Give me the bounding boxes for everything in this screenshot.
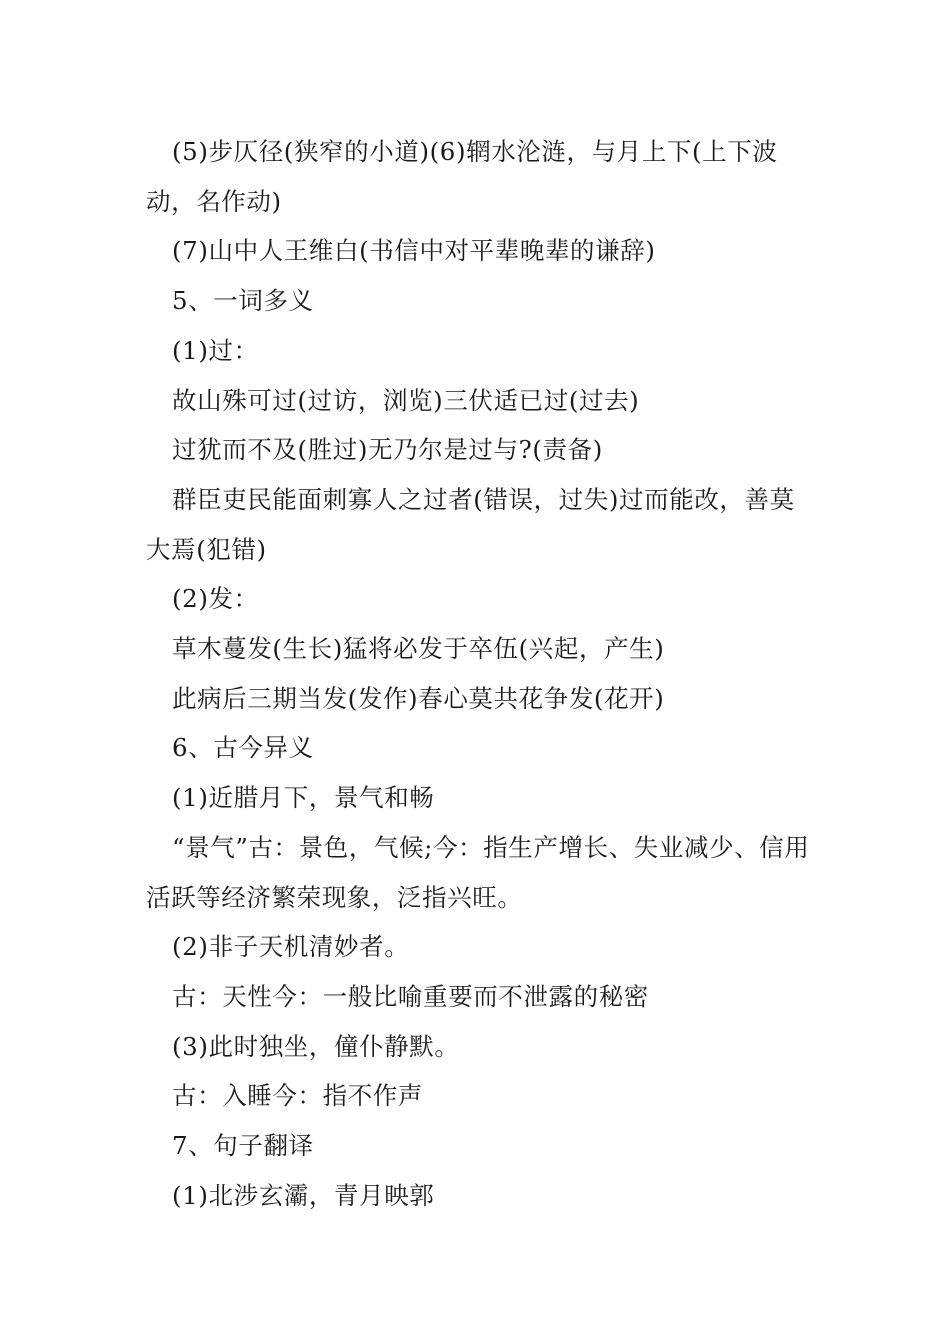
document-body bbox=[146, 127, 811, 1220]
paragraph-jingmo-explanation: 古：入睡今：指不作声 bbox=[172, 1081, 423, 1111]
paragraph-fa-1: 草木蔓发(生长)猛将必发于卒伍(兴起，产生) bbox=[172, 634, 665, 664]
paragraph-guo-1: 故山殊可过(过访，浏览)三伏适已过(过去) bbox=[172, 385, 640, 415]
paragraph-jingqi-explanation: “景气”古：景色，气候;今：指生产增长、失业减少、信用活跃等经济繁荣现象，泛指兴旺。 bbox=[146, 832, 810, 912]
subheading-guo: (1)过： bbox=[172, 335, 259, 365]
subheading-fa: (2)发： bbox=[172, 584, 259, 614]
paragraph-tianji-explanation: 古：天性今：一般比喻重要而不泄露的秘密 bbox=[172, 981, 649, 1011]
paragraph-example-1: (1)近腊月下，景气和畅 bbox=[172, 783, 435, 813]
paragraph-vocab-7: (7)山中人王维白(书信中对平辈晚辈的谦辞) bbox=[172, 236, 656, 266]
paragraph-fa-2: 此病后三期当发(发作)春心莫共花争发(花开) bbox=[172, 683, 665, 713]
paragraph-translation-1: (1)北涉玄灞，青月映郭 bbox=[172, 1180, 435, 1210]
paragraph-vocab-5-6: (5)步仄径(狭窄的小道)(6)辋水沦涟，与月上下(上下波动，名作动) bbox=[146, 137, 778, 216]
section-heading-ancient-modern: 6、古今异义 bbox=[172, 733, 314, 763]
section-heading-translation: 7、句子翻译 bbox=[172, 1131, 314, 1161]
paragraph-guo-2: 过犹而不及(胜过)无乃尔是过与?(责备) bbox=[172, 435, 603, 465]
paragraph-example-2: (2)非子天机清妙者。 bbox=[172, 932, 410, 962]
paragraph-example-3: (3)此时独坐，僮仆静默。 bbox=[172, 1031, 460, 1061]
section-heading-polysemy: 5、一词多义 bbox=[172, 286, 314, 316]
paragraph-guo-3: 群臣吏民能面刺寡人之过者(错误，过失)过而能改，善莫大焉(犯错) bbox=[146, 484, 795, 564]
